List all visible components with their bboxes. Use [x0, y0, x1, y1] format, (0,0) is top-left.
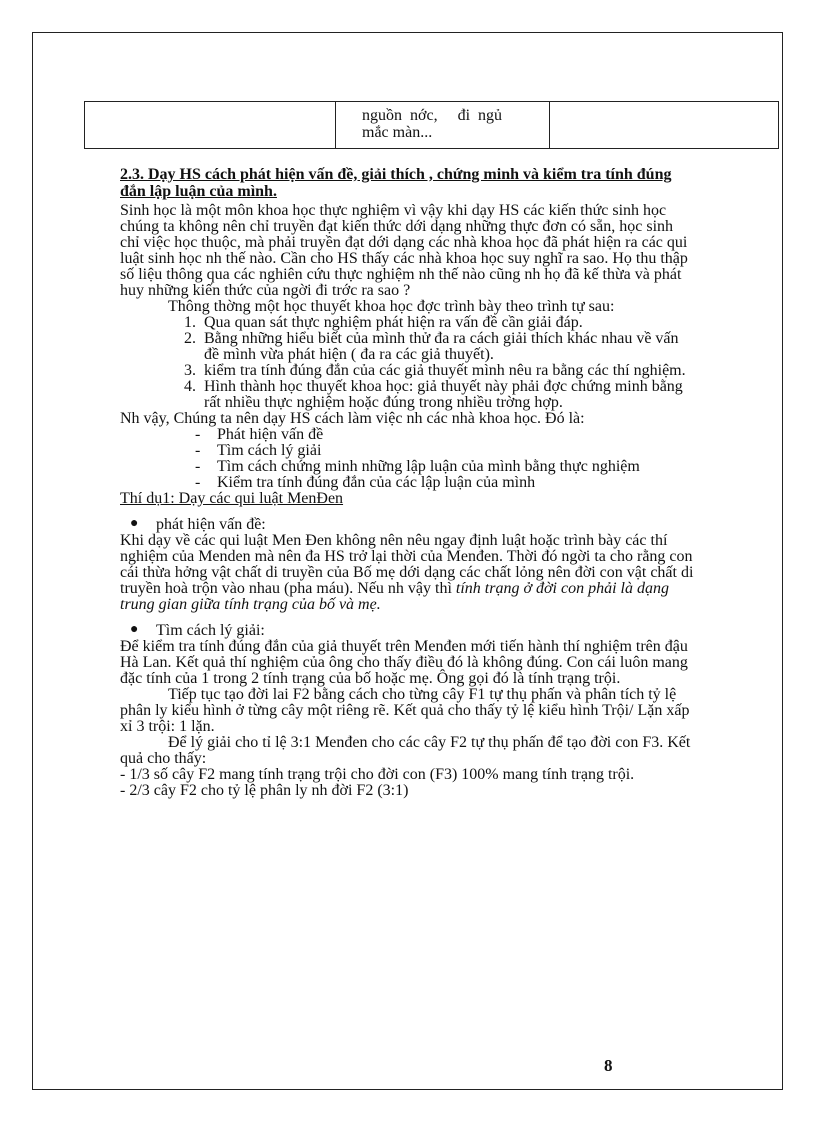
table-cell-right [550, 102, 779, 149]
paragraph-experiment: Để kiểm tra tính đúng đắn của giả thuyết trên Menđen mới tiến hành thí nghiệm trên đậu Hà Lan. Kết quả thí nghiệm của ông cho thấy điều đó là không đúng. Con cái luôn mang đặc tính của 1 trong 2 tính trạng của bố hoặc mẹ. Ông gọi đó là tính trạng trội. [120, 638, 688, 687]
paragraph-order: Thông thờng một học thuyết khoa học đợc trình bày theo trình tự sau: [168, 298, 615, 315]
list-item: - Tìm cách chứng minh những lập luận của mình bằng thực nghiệm [195, 459, 695, 475]
history-text: Khi dạy về các qui luật Men Đen không nên nêu ngay định luật hoặc trình bày các thí nghiệm của Menden mà nên đa HS trở lại thời của Menđen. Thời đó ngời ta cho rằng con cái thừa hởng vật chất di truyền của Bố mẹ dới dạng các chất lỏng nên đời con vật chất di truyền hoà trộn vào nhau (pha máu). Nếu nh vậy thì [120, 532, 694, 597]
list-item: 3. kiểm tra tính đúng đắn của các giả thuyết mình nêu ra bằng các thí nghiệm. [200, 363, 695, 379]
section-heading: 2.3. Dạy HS cách phát hiện vấn đề, giải thích , chứng minh và kiểm tra tính đúng đắn lập luận của mình. [120, 166, 672, 200]
continuation-table [84, 101, 779, 149]
steps-list [120, 315, 695, 411]
result-line: - 1/3 số cây F2 mang tính trạng trội cho đời con (F3) 100% mang tính trạng trội. [120, 766, 635, 783]
table-cell-left [85, 102, 336, 149]
list-item: 2. Bằng những hiểu biết của mình thử đa ra cách giải thích khác nhau về vấn đề mình vừa phát hiện ( đa ra các giả thuyết). [200, 331, 695, 363]
result-line: - 2/3 cây F2 cho tỷ lệ phân ly nh đời F2 (3:1) [120, 782, 409, 799]
list-item: 4. Hình thành học thuyết khoa học: giả thuyết này phải đợc chứng minh bằng rất nhiều thực nghiệm hoặc đúng trong nhiều trờng hợp. [200, 379, 695, 411]
list-item: - Phát hiện vấn đề [195, 427, 695, 443]
list-item: - Kiểm tra tính đúng đắn của các lập luận của mình [195, 475, 695, 491]
method-list [120, 427, 695, 491]
table-cell-line: mắc màn... [362, 124, 433, 141]
document-body [120, 166, 695, 799]
example-title: Thí dụ1: Dạy các qui luật MenĐen [120, 490, 344, 507]
list-item: - Tìm cách lý giải [195, 443, 695, 459]
bullet-discover: ● phát hiện vấn đề: [120, 517, 695, 533]
paragraph-intro: Sinh học là một môn khoa học thực nghiệm vì vậy khi dạy HS các kiến thức sinh học chúng ta không nên chỉ truyền đạt kiến thức dới dạng những thực đơn có sẵn, học sinh chỉ việc học thuộc, mà phải truyền đạt dới dạng các nhà khoa học đã phát hiện ra các qui luật sinh học nh thế nào. Cần cho HS thấy các nhà khoa học suy nghĩ ra sao. Họ thu thập số liệu thông qua các nghiên cứu thực nghiệm nh thế nào cũng nh họ đã kế thừa và phát huy những kiến thức của ngời đi trớc ra sao ? [120, 202, 688, 299]
table-cell-middle [336, 102, 550, 149]
paragraph-f2: Tiếp tục tạo đời lai F2 bằng cách cho từng cây F1 tự thụ phấn và phân tích tỷ lệ phân ly kiểu hình ở từng cây một riêng rẽ. Kết quả cho thấy tỷ lệ kiểu hình Trội/ Lặn xấp xỉ 3 trội: 1 lặn. [120, 686, 690, 735]
paragraph-f3: Để lý giải cho tỉ lệ 3:1 Menđen cho các cây F2 tự thụ phấn để tạo đời con F3. Kết quả cho thấy: [120, 734, 691, 767]
bullet-explain: ● Tìm cách lý giải: [120, 623, 695, 639]
page-number: 8 [604, 1056, 613, 1075]
history-italic-text: tính trạng ở đời con phải là dạng trung gian giữa tính trạng của bố và mẹ. [120, 580, 669, 613]
list-item: 1. Qua quan sát thực nghiệm phát hiện ra vấn đề cần giải đáp. [200, 315, 695, 331]
paragraph-history [120, 533, 695, 613]
paragraph-method: Nh vậy, Chúng ta nên dạy HS cách làm việc nh các nhà khoa học. Đó là: [120, 410, 585, 427]
table-cell-line: nguồn nớc, đi ngủ [362, 107, 503, 124]
